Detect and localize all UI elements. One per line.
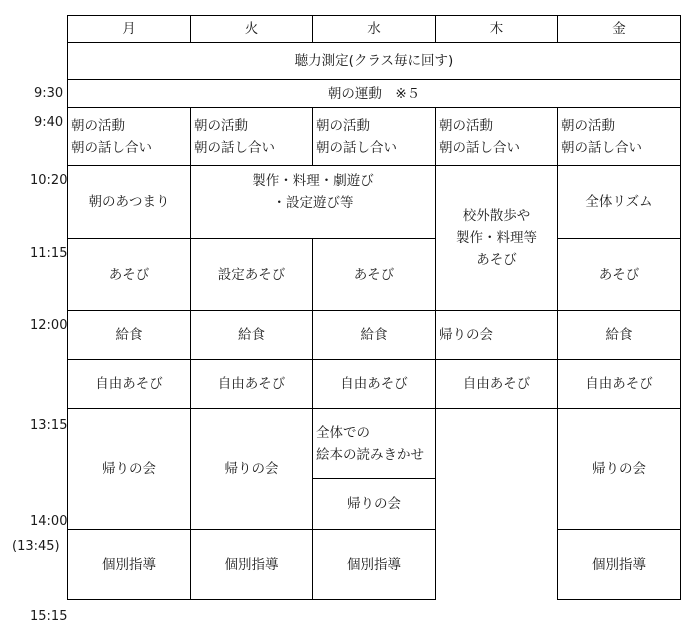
mon-gathering-cell: 朝のあつまり [68,166,191,239]
morning-activity-wed: 朝の活動 朝の話し合い [313,108,436,166]
free-play-fri: 自由あそび [558,360,681,409]
individual-guidance-mon: 個別指導 [68,530,191,600]
setting-play-tue: 設定あそび [191,239,313,311]
return-meeting-tue: 帰りの会 [191,409,313,530]
time-1020: 10:20 [30,173,68,188]
day-header-fri: 金 [558,16,681,43]
return-meeting-fri: 帰りの会 [558,409,681,530]
time-1515: 15:15 [30,609,68,624]
individual-guidance-wed: 個別指導 [313,530,436,600]
time-1315: 13:15 [30,418,68,433]
schedule-table [67,15,681,600]
day-header-tue: 火 [191,16,313,43]
time-1200: 12:00 [30,318,68,333]
lunch-wed: 給食 [313,311,436,360]
fri-rhythm-cell: 全体リズム [558,166,681,239]
time-1400: 14:00 [30,514,68,529]
individual-guidance-tue: 個別指導 [191,530,313,600]
thu-return-cell: 帰りの会 [436,311,558,360]
day-header-wed: 水 [313,16,436,43]
morning-activity-thu: 朝の活動 朝の話し合い [436,108,558,166]
hearing-test-cell: 聴力測定(クラス毎に回す) [68,43,681,80]
wed-picture-book-cell: 全体での 絵本の読みきかせ [313,409,436,479]
morning-exercise-cell: 朝の運動 ※５ [68,80,681,108]
free-play-tue: 自由あそび [191,360,313,409]
time-1345: (13:45) [12,539,60,554]
day-header-mon: 月 [68,16,191,43]
lunch-tue: 給食 [191,311,313,360]
play-wed: あそび [313,239,436,311]
free-play-wed: 自由あそび [313,360,436,409]
return-meeting-wed: 帰りの会 [313,479,436,530]
thu-empty-afternoon [436,409,558,600]
return-meeting-mon: 帰りの会 [68,409,191,530]
morning-activity-fri: 朝の活動 朝の話し合い [558,108,681,166]
time-0930: 9:30 [34,86,64,101]
free-play-mon: 自由あそび [68,360,191,409]
morning-activity-mon: 朝の活動 朝の話し合い [68,108,191,166]
lunch-fri: 給食 [558,311,681,360]
time-0940: 9:40 [34,115,64,130]
play-fri: あそび [558,239,681,311]
lunch-mon: 給食 [68,311,191,360]
morning-activity-tue: 朝の活動 朝の話し合い [191,108,313,166]
tue-wed-craft-cell: 製作・料理・劇遊び ・設定遊び等 [191,166,436,239]
thu-walk-cell: 校外散歩や 製作・料理等 あそび [436,166,558,311]
individual-guidance-fri: 個別指導 [558,530,681,600]
time-1115: 11:15 [30,246,68,261]
free-play-thu: 自由あそび [436,360,558,409]
play-mon: あそび [68,239,191,311]
day-header-thu: 木 [436,16,558,43]
